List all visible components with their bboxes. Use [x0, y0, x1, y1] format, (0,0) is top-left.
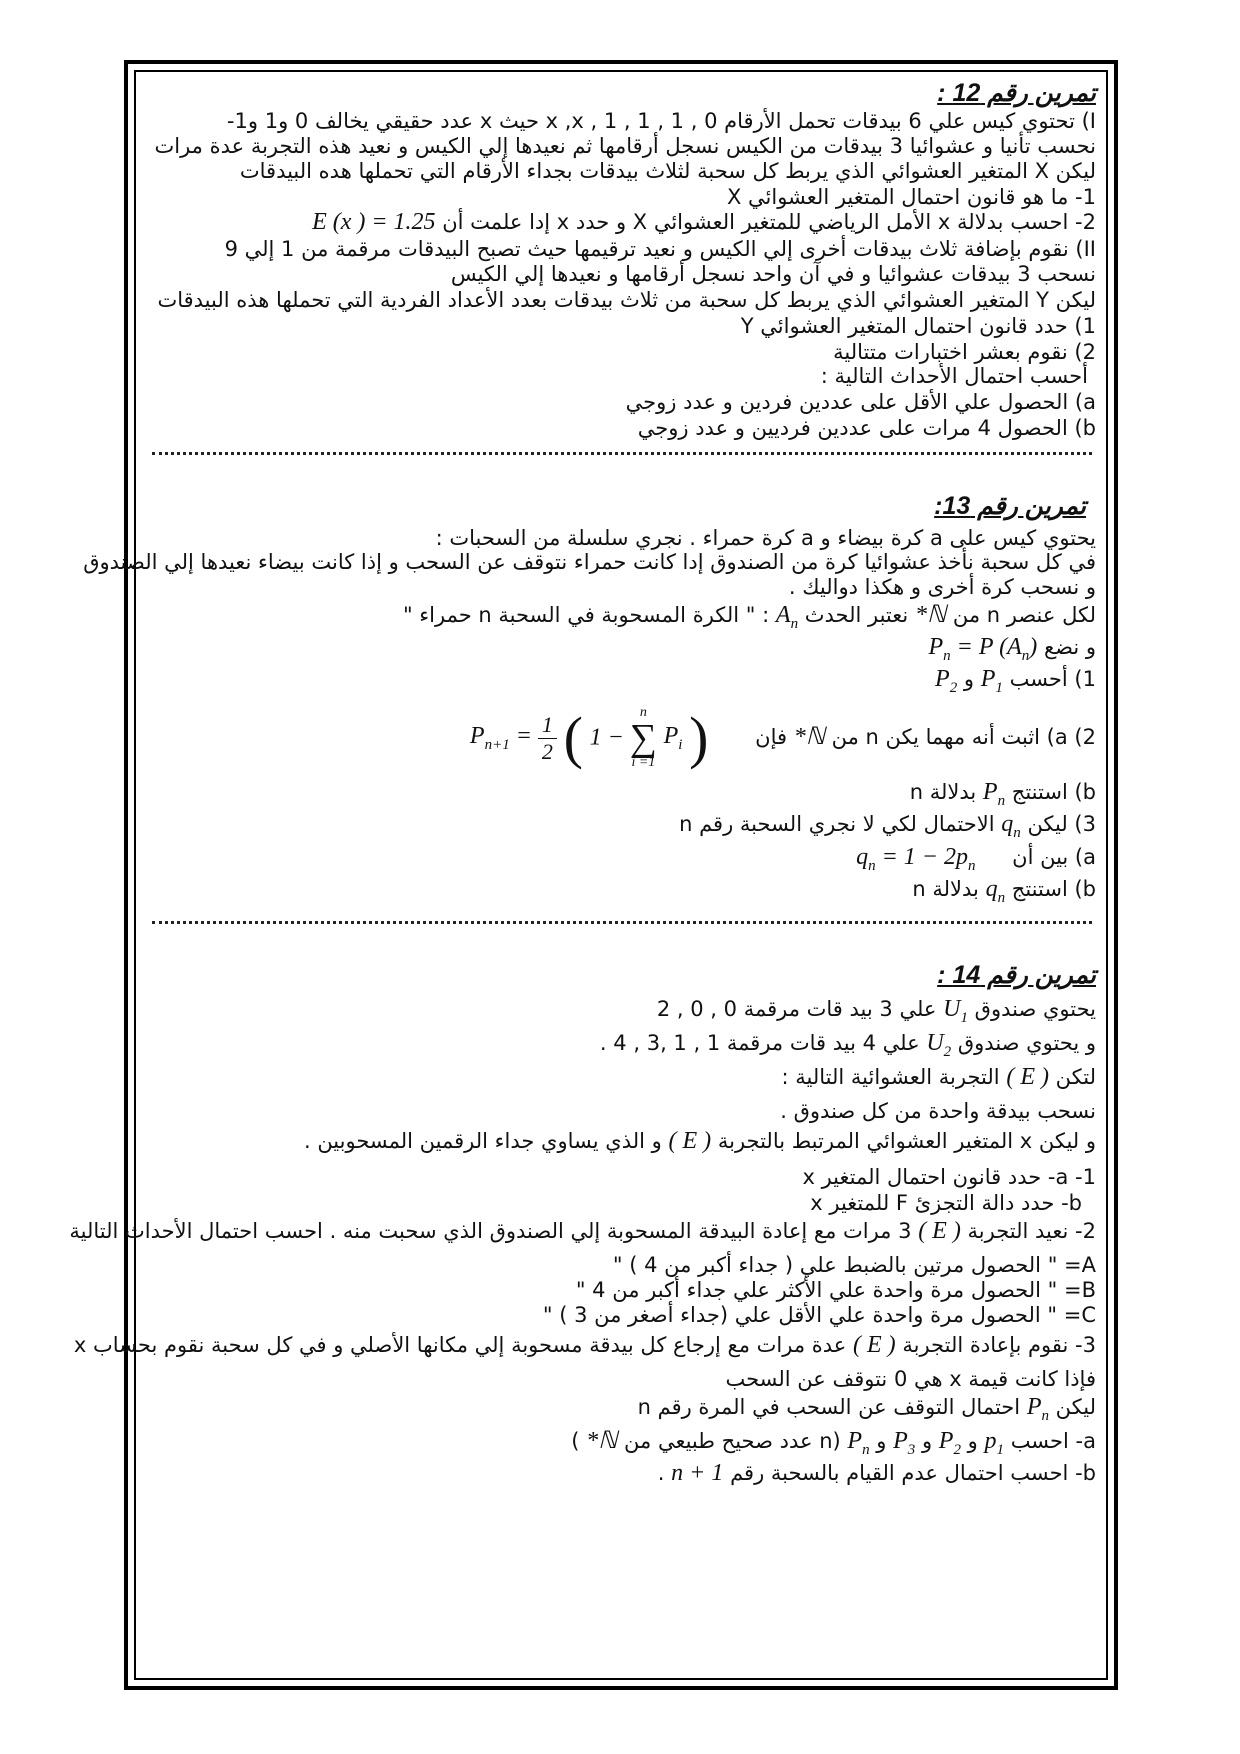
ex14-line-3-part-1: لتكن — [1055, 1065, 1096, 1089]
E-symbol-2: ( E ) — [668, 1128, 712, 1154]
exercise-12-title: تمرين رقم 12 : — [937, 79, 1096, 107]
ex14-q3b — [146, 1460, 1096, 1487]
ex13-line-4 — [146, 602, 1096, 638]
ex12-line-8: ليكن Y المتغير العشوائي الذي يربط كل سحبة من ثلاث بيدقات بعدد الأعداد الفردية التي تحملها هذه البيدقات — [157, 288, 1096, 312]
ex14-line-pn-part-2: احتمال التوقف عن السحب في المرة رقم n — [637, 1395, 1021, 1419]
ex14-q3a-and-2: و — [921, 1429, 933, 1453]
Pn-symbol-2: $P_n$ — [1026, 1394, 1049, 1424]
ex13-q3b — [146, 876, 1096, 912]
E-symbol-3: ( E ) — [918, 1218, 961, 1244]
E-symbol-4: ( E ) — [853, 1332, 896, 1358]
exercise-14-title: تمرين رقم 14 : — [937, 961, 1096, 989]
ex12-line-9: 1) حدد قانون احتمال المتغير العشوائي Y — [740, 314, 1096, 338]
ex14-q3-part-1: 3- نقوم بإعادة التجربة — [902, 1333, 1096, 1357]
ex14-line-3 — [146, 1064, 1096, 1091]
ex14-q3 — [73, 1332, 1096, 1359]
ex14-line-3-part-2: التجربة العشوائية التالية : — [781, 1065, 1000, 1089]
Pn-definition: $P_n = P$ $(A_n)$ — [928, 634, 1038, 664]
ex14-q1a: 1- a- حدد قانون احتمال المتغير x — [802, 1165, 1096, 1189]
ex14-q3b-part-1: b- احسب احتمال عدم القيام بالسحبة رقم — [730, 1461, 1096, 1485]
ex12-line-6: II) نقوم بإضافة ثلاث بيدقات أخرى إلي الكيس و نعيد ترقيمها حيث تصبح البيدقات مرقمة من 1 إلي 9 — [224, 237, 1096, 261]
ex13-q2a-part-2: فإن — [755, 725, 787, 749]
separator-1 — [152, 452, 1092, 455]
ex13-q3 — [146, 811, 1096, 847]
recurrence-formula: $P_{n+1}$ = $\frac{1}{2}$ ( 1 − n ∑ i =1 $P_i$ ) — [469, 705, 709, 770]
ex13-q2b-part-2: بدلالة n — [909, 780, 977, 804]
ex13-q3a-part-1: a) بين أن — [1012, 845, 1096, 869]
ex14-q3a-and-1: و — [967, 1429, 978, 1453]
ex13-q1-part-2: و — [963, 667, 975, 691]
nstar-symbol: ℕ* — [914, 602, 947, 628]
ex12-line-10: 2) نقوم بعشر اختبارات متتالية — [833, 340, 1096, 364]
ex14-line-stop: فإذا كانت قيمة x هي 0 نتوقف عن السحب — [725, 1367, 1096, 1391]
fraction-one-half: $\frac{1}{2}$ — [538, 712, 557, 765]
U2-symbol: $U_2$ — [926, 1030, 952, 1060]
ex14-line-5-part-2: و الذي يساوي جداء الرقمين المسحوبين . — [303, 1129, 662, 1153]
ex13-line-4-part-2: نعتبر الحدث — [804, 603, 909, 627]
ex13-line-1: يحتوي كيس على a كرة بيضاء و a كرة حمراء . نجري سلسلة من السحبات : — [435, 526, 1096, 550]
ex13-line-4-part-1: لكل عنصر n من — [952, 603, 1096, 627]
ex14-q3a-close: ) — [571, 1429, 580, 1453]
ex14-q1b: b- حدد دالة التجزئ F للمتغير x — [810, 1191, 1082, 1215]
nstar-symbol-3: ℕ* — [586, 1428, 618, 1454]
event-C: C= " الحصول مرة واحدة علي الأقل علي (جداء أصغر من 3 ) " — [542, 1303, 1096, 1327]
ex13-q3b-part-1: b) استنتج — [1011, 877, 1096, 901]
ex13-q3-part-2: الاحتمال لكي لا نجري السحبة رقم n — [679, 812, 995, 836]
ex13-q2a-part-1: 2) a) اثبت أنه مهما يكن n من — [831, 725, 1096, 749]
n-plus-1: n + 1 — [671, 1460, 724, 1486]
ex12-line-11: أحسب احتمال الأحداث التالية : — [820, 364, 1088, 388]
expectation-equation: E (x ) = 1.25 — [312, 209, 436, 235]
ex14-line-5-part-1: و ليكن x المتغير العشوائي المرتبط بالتجربة — [717, 1129, 1096, 1153]
ex14-line-1-part-2: علي 3 بيد قات مرقمة 0 , 0 , 2 — [656, 997, 937, 1021]
Pn-symbol: $P_n$ — [982, 779, 1006, 809]
sum-symbol: n ∑ i =1 — [629, 705, 657, 770]
qn-equation: $q_n = 1 - 2p_n$ — [856, 844, 976, 874]
ex14-q3a — [146, 1428, 1096, 1464]
event-An: $A_n$ — [775, 602, 799, 632]
ex12-line-3: ليكن X المتغير العشوائي الذي يربط كل سحبة لثلاث بيدقات بجداء الأرقام التي تحملها هده البيدقات — [239, 159, 1096, 183]
ex12-line-4: 1- ما هو قانون احتمال المتغير العشوائي X — [726, 185, 1096, 209]
ex14-q2-part-2: 3 مرات مع إعادة البيدقة المسحوبة إلي الصندوق الذي سحبت منه . احسب احتمال الأحداث التالية — [69, 1219, 912, 1243]
P2-letter: P — [935, 666, 950, 692]
p1-symbol: $p_1$ — [984, 1428, 1004, 1458]
ex14-line-1-part-1: يحتوي صندوق — [974, 997, 1096, 1021]
ex14-q2 — [69, 1218, 1096, 1245]
Pn-symbol-3: $P_n$ — [847, 1428, 870, 1458]
ex14-line-2-part-1: و يحتوي صندوق — [957, 1031, 1096, 1055]
ex12-line-2: نحسب تأنيا و عشوائيا 3 بيدقات من الكيس نسجل أرقامها ثم نعيدها إلي الكيس و نعيد هذه التجربة عدة مرات — [154, 134, 1096, 158]
ex12-line-1: I) تحتوي كيس علي 6 بيدقات تحمل الأرقام 0 , 1 , 1 , 1 , x ,x حيث x عدد حقيقي يخالف 0 و1 و1- — [226, 109, 1096, 133]
U1-symbol: $U_1$ — [943, 996, 968, 1026]
ex13-line-3: و نسحب كرة أخرى و هكذا دواليك . — [788, 575, 1096, 599]
P1-letter: P — [980, 666, 996, 692]
qn-symbol-2: $q_n$ — [985, 876, 1006, 906]
event-B: B= " الحصول مرة واحدة علي الأكثر علي جداء أكبر من 4 " — [575, 1278, 1096, 1302]
ex13-line-5-part-1: و نضع — [1043, 635, 1096, 659]
ex14-line-pn — [146, 1394, 1096, 1430]
ex14-q3-part-2: عدة مرات مع إرجاع كل بيدقة مسحوبة إلي مكانها الأصلي و في كل سحبة نقوم بحساب x — [73, 1333, 847, 1357]
ex13-q3-part-1: 3) ليكن — [1027, 812, 1096, 836]
separator-2 — [152, 921, 1092, 924]
ex14-line-4: نسحب بيدقة واحدة من كل صندوق . — [780, 1099, 1096, 1123]
P1-symbol: $P_1$ — [980, 666, 1003, 696]
ex12-line-5 — [146, 209, 1096, 236]
event-A: A= " الحصول مرتين بالضبط علي ( جداء أكبر من 4 ) " — [612, 1253, 1096, 1277]
An-letter: A — [775, 602, 791, 628]
ex13-line-5 — [146, 634, 1096, 670]
ex12-item-a: a) الحصول علي الأقل على عددين فردين و عدد زوجي — [625, 390, 1096, 414]
ex13-q2b-part-1: b) استنتج — [1011, 780, 1096, 804]
ex13-q2a — [146, 702, 1096, 772]
E-letter: E — [1020, 1064, 1035, 1090]
ex14-line-1 — [146, 996, 1096, 1032]
ex14-q3a-part-1: a- احسب — [1010, 1429, 1096, 1453]
ex13-q1 — [146, 666, 1096, 702]
ex12-item-b: b) الحصول 4 مرات على عددين فرديين و عدد زوجي — [637, 416, 1096, 440]
nstar-symbol-2: ℕ* — [793, 724, 825, 750]
ex13-line-2: في كل سحبة نأخذ عشوائيا كرة من الصندوق إدا كانت حمراء نتوقف عن السحب و إذا كانت بيضاء نعيدها إلي الصندوق — [83, 550, 1096, 574]
ex13-q3b-part-2: بدلالة n — [912, 877, 979, 901]
ex14-q3a-and-3: و — [876, 1429, 887, 1453]
ex14-line-2-part-2: علي 4 بيد قات مرقمة 1 , 1 ,3 , 4 . — [599, 1031, 920, 1055]
ex13-q1-part-1: 1) أحسب — [1009, 667, 1096, 691]
ex14-q3b-period: . — [657, 1461, 665, 1485]
ex14-q3a-part-2: (n عدد صحيح طبيعي من — [624, 1429, 841, 1453]
ex14-line-pn-part-1: ليكن — [1055, 1395, 1096, 1419]
exercise-13-title: تمرين رقم 13: — [934, 492, 1086, 520]
P3-symbol: $P_3$ — [893, 1428, 916, 1458]
P2-symbol-2: $P_2$ — [938, 1428, 961, 1458]
ex12-line-5-text: 2- احسب بدلالة x الأمل الرياضي للمتغير العشوائي X و حدد x إدا علمت أن — [442, 210, 1096, 234]
ex13-line-4-part-3: : " الكرة المسحوبة في السحبة n حمراء " — [402, 603, 770, 627]
E-symbol: ( E ) — [1006, 1064, 1049, 1090]
ex13-q2b — [146, 779, 1096, 815]
qn-symbol: $q_n$ — [1001, 811, 1021, 841]
ex14-q2-part-1: 2- نعيد التجربة — [967, 1219, 1096, 1243]
ex14-line-2 — [146, 1030, 1096, 1066]
ex13-q3a — [146, 844, 1096, 880]
ex12-line-7: نسحب 3 بيدقات عشوائيا و في آن واحد نسجل أرقامها و نعيدها إلي الكيس — [450, 262, 1096, 286]
ex14-line-5 — [146, 1128, 1096, 1155]
P2-symbol: $P_2$ — [935, 666, 958, 696]
